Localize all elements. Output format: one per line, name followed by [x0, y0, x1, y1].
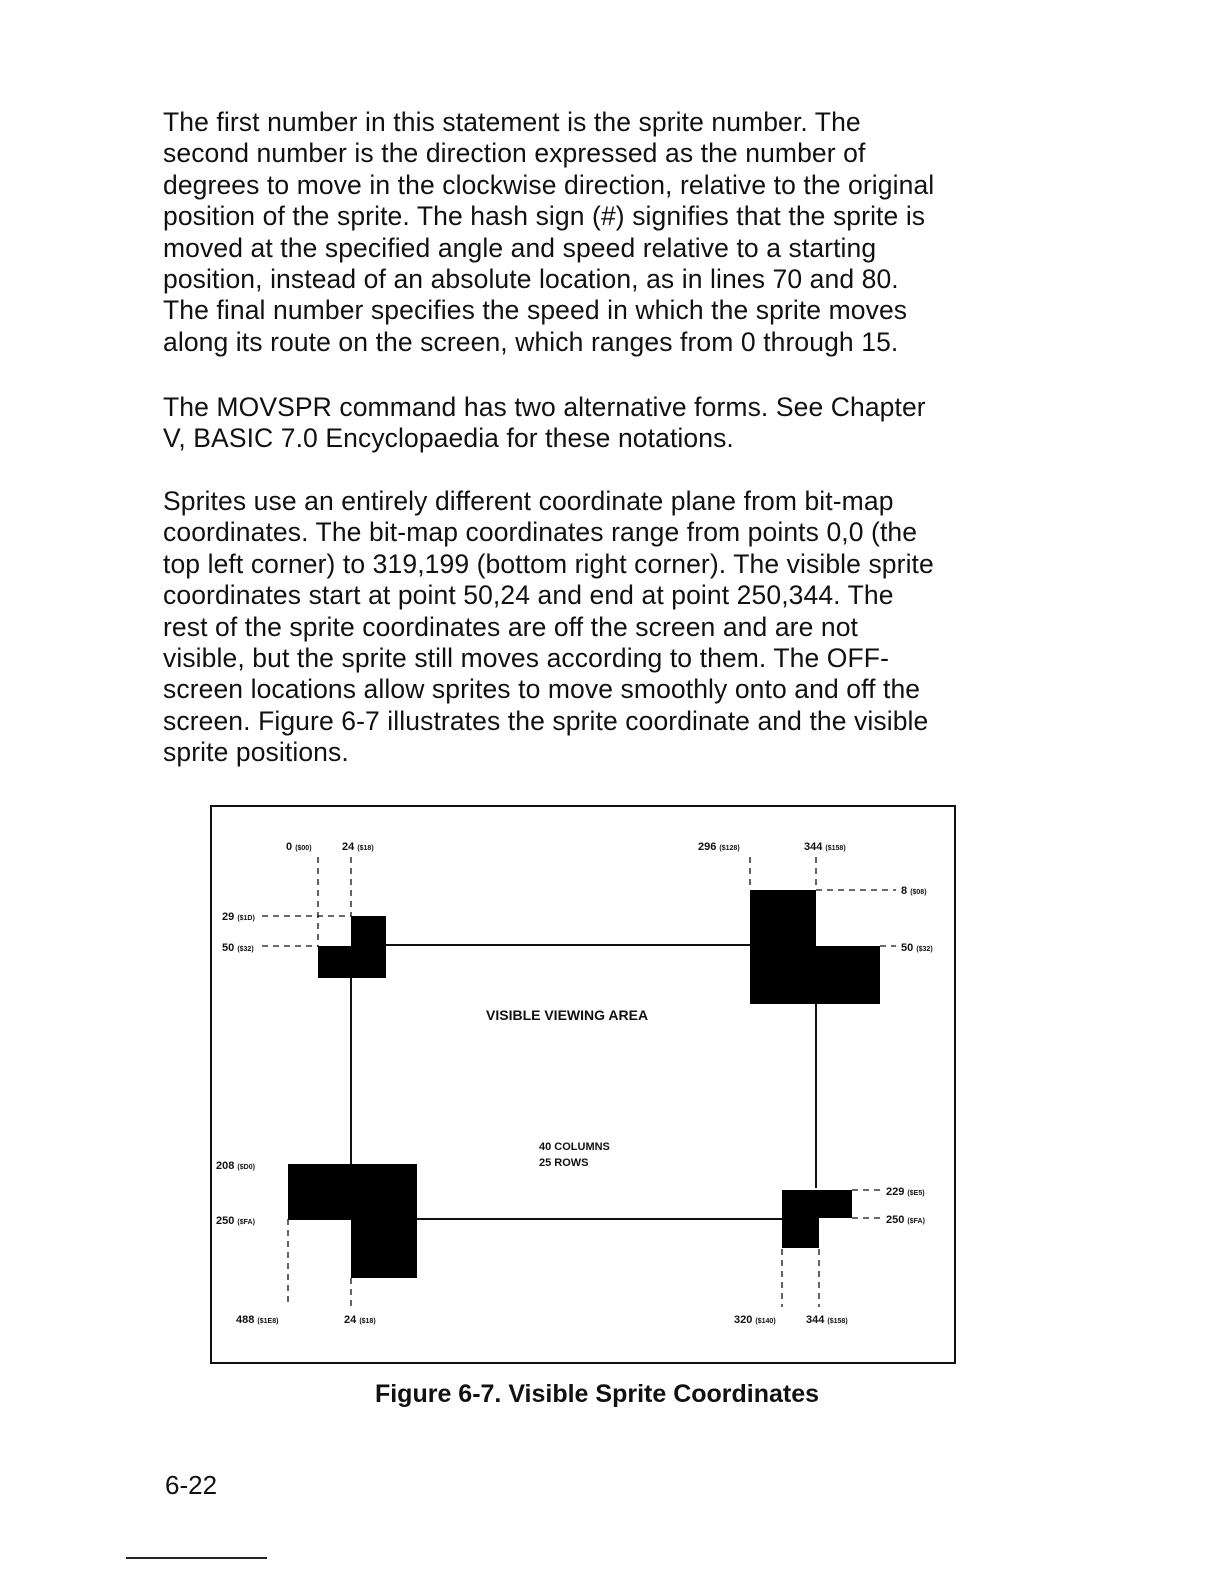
text-line: rest of the sprite coordinates are off the screen and are not [163, 611, 859, 642]
coordinate-label: ($D0) [237, 1164, 255, 1171]
text-line: Sprites use an entirely different coordinate plane from bit-map [163, 486, 894, 516]
coordinate-label [286, 841, 312, 853]
coordinate-label: ($158) [827, 1318, 848, 1325]
coordinate-label: ($140) [755, 1318, 776, 1325]
coordinate-label: 50 [901, 942, 914, 954]
columns-label: 40 COLUMNS [539, 1141, 610, 1153]
coordinate-label: 344 [804, 841, 823, 853]
coordinate-label: ($E5) [907, 1190, 925, 1197]
sprite-coordinates-figure [210, 805, 956, 1364]
text-line: position of the sprite. The hash sign (#) signifies that the sprite is [163, 201, 926, 232]
text-line: top left corner) to 319,199 (bottom right corner). The visible sprite [163, 548, 934, 579]
coordinate-label: 488 [236, 1314, 255, 1326]
sprite-top-right [750, 890, 880, 1004]
text-line: The final number specifies the speed in which the sprite moves [163, 295, 908, 326]
text-line: moved at the specified angle and speed relative to a starting [163, 232, 877, 263]
coordinate-label [806, 1314, 848, 1326]
coordinate-label: 320 [734, 1314, 753, 1326]
coordinate-label: 344 [806, 1314, 825, 1326]
figure-caption: Figure 6-7. Visible Sprite Coordinates [374, 1380, 820, 1408]
text-line: coordinates. The bit-map coordinates range from points 0,0 (the [163, 517, 918, 548]
text-line: coordinates start at point 50,24 and end at point 250,344. The [163, 580, 894, 611]
footer-rule [126, 1557, 267, 1559]
coordinate-label: 29 [222, 911, 235, 923]
coordinate-label: ($18) [357, 845, 374, 852]
sprite-top-left [318, 916, 386, 978]
text-line: position, instead of an absolute location, as in lines 70 and 80. [163, 264, 899, 295]
text-line: V, BASIC 7.0 Encyclopaedia for these notations. [163, 423, 734, 454]
coordinate-label: ($1E8) [257, 1318, 279, 1325]
coordinate-label: 250 [886, 1214, 905, 1226]
coordinate-label: 0 [286, 841, 293, 853]
coordinate-label: ($128) [719, 845, 740, 852]
rows-label: 25 ROWS [539, 1157, 589, 1169]
coordinate-label: 208 [216, 1160, 235, 1172]
coordinate-label: 296 [698, 841, 717, 853]
text-line: sprite positions. [163, 737, 349, 768]
coordinate-label: ($08) [910, 889, 927, 896]
coordinate-label [698, 841, 740, 853]
page-number: 6-22 [165, 1470, 218, 1500]
coordinate-label: ($1D) [237, 915, 255, 922]
text-line: along its route on the screen, which ranges from 0 through 15. [163, 326, 899, 357]
figure-diagram [212, 807, 958, 1366]
paragraph-1 [163, 107, 934, 358]
coordinate-label: ($158) [825, 845, 846, 852]
text-line: visible, but the sprite still moves according to them. The OFF- [163, 643, 890, 674]
coordinate-label: ($00) [295, 845, 312, 852]
coordinate-label [342, 841, 374, 853]
coordinate-label: ($FA) [907, 1218, 925, 1225]
viewing-area-border [351, 945, 816, 1219]
text-line: screen. Figure 6-7 illustrates the sprite coordinate and the visible [163, 705, 929, 736]
coordinate-label [344, 1314, 376, 1326]
coordinate-label: 24 [342, 841, 355, 853]
coordinate-label [886, 1214, 925, 1226]
text-line: second number is the direction expressed as the number of [163, 138, 866, 169]
coordinate-label [901, 885, 927, 897]
coordinate-label [216, 1160, 255, 1172]
visible-viewing-area-label: VISIBLE VIEWING AREA [486, 1007, 649, 1023]
coordinate-label [901, 942, 933, 954]
coordinate-label [216, 1215, 255, 1227]
coordinate-label: ($FA) [237, 1219, 255, 1226]
coordinate-label [804, 841, 846, 853]
coordinate-label [222, 911, 255, 923]
text-line: The MOVSPR command has two alternative forms. See Chapter [163, 392, 926, 422]
coordinate-labels [216, 841, 933, 1326]
coordinate-label: 229 [886, 1186, 905, 1198]
coordinate-label: ($18) [359, 1318, 376, 1325]
sprite-bottom-right [782, 1190, 852, 1248]
paragraph-2 [163, 392, 926, 455]
coordinate-label: 250 [216, 1215, 235, 1227]
coordinate-label: ($32) [916, 946, 933, 953]
paragraph-3 [163, 486, 934, 769]
sprite-bottom-left [288, 1164, 417, 1278]
text-line: screen locations allow sprites to move smoothly onto and off the [163, 674, 921, 705]
coordinate-label: ($32) [237, 946, 254, 953]
text-line: The first number in this statement is the sprite number. The [163, 107, 861, 137]
coordinate-label: 8 [901, 885, 908, 897]
coordinate-label: 50 [222, 942, 235, 954]
coordinate-label [886, 1186, 925, 1198]
coordinate-label [222, 942, 254, 954]
coordinate-label: 24 [344, 1314, 357, 1326]
coordinate-label [236, 1314, 278, 1326]
coordinate-label [734, 1314, 776, 1326]
text-line: degrees to move in the clockwise direction, relative to the original [163, 169, 935, 200]
